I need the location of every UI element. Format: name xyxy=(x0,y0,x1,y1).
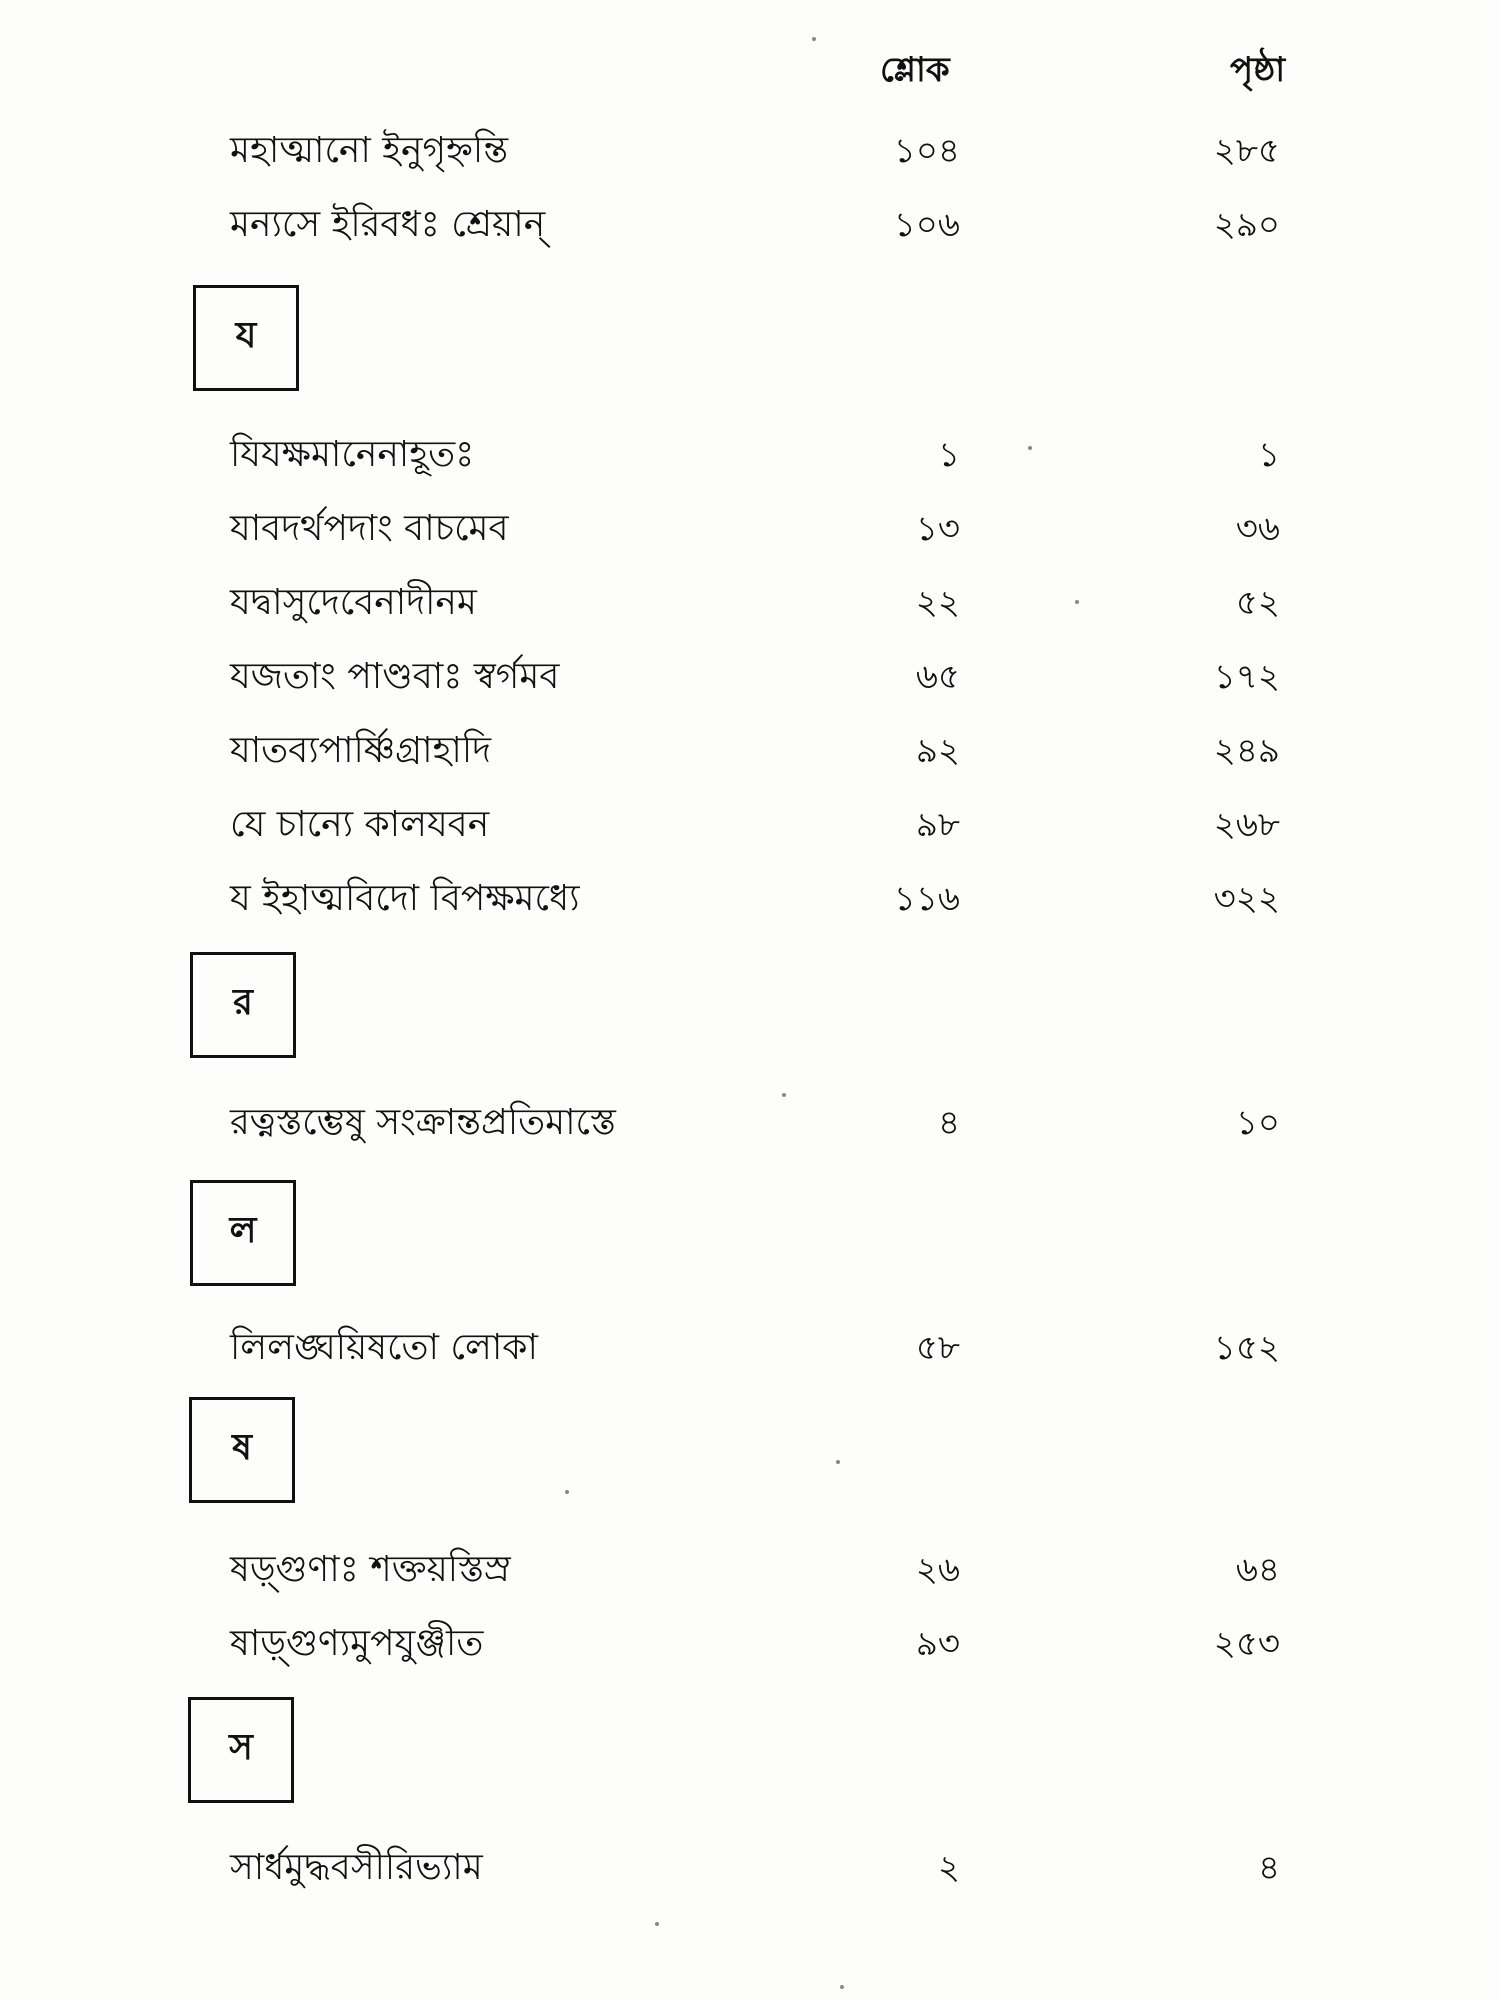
scan-speck xyxy=(565,1490,569,1494)
entry-page-number: ১৭২ xyxy=(1213,657,1280,697)
entry-text: যে চান্যে কালযবন xyxy=(230,804,490,845)
entry-page-number: ২৮৫ xyxy=(1213,131,1280,171)
sloka-column-header: শ্লোক xyxy=(880,50,950,90)
entry-page-number: ১৫২ xyxy=(1213,1328,1280,1368)
index-entry xyxy=(0,1840,1500,1896)
entry-text: ষাড়্গুণ্যমুপযুঞ্জীত xyxy=(230,1623,484,1664)
section-letter-box: ল xyxy=(190,1180,296,1286)
entry-page-number: ২৬৮ xyxy=(1213,805,1280,845)
index-entry xyxy=(0,871,1500,927)
section-letter-box: ষ xyxy=(189,1397,295,1503)
scan-speck xyxy=(1075,600,1079,604)
entry-sloka-number: ২২ xyxy=(915,583,960,623)
entry-sloka-number: ৯৮ xyxy=(915,805,960,845)
entry-page-number: ২৪৯ xyxy=(1213,731,1280,771)
entry-sloka-number: ১৩ xyxy=(915,509,960,549)
entry-page-number: ৫২ xyxy=(1235,583,1280,623)
entry-text: যজতাং পাণ্ডবাঃ স্বর্গমব xyxy=(230,656,560,697)
scan-speck xyxy=(840,1985,844,1989)
scan-speck xyxy=(782,1093,786,1097)
section-letter-box: স xyxy=(188,1697,294,1803)
entry-text: যদ্বাসুদেবেনাদীনম xyxy=(230,582,477,623)
index-entry xyxy=(0,501,1500,557)
scan-speck xyxy=(836,1460,840,1464)
entry-page-number: ১ xyxy=(1257,435,1280,475)
page-column-header: পৃষ্ঠা xyxy=(1230,50,1286,90)
entry-sloka-number: ৯২ xyxy=(915,731,960,771)
entry-sloka-number: ১০৪ xyxy=(893,131,960,171)
index-entry xyxy=(0,197,1500,253)
entry-text: রত্নস্তম্ভেষু সংক্রান্তপ্রতিমাস্তে xyxy=(230,1102,616,1143)
entry-text: যিযক্ষমানেনাহূতঃ xyxy=(230,434,475,475)
entry-text: যাবদর্থপদাং বাচমেব xyxy=(230,508,509,549)
entry-page-number: ৩৬ xyxy=(1235,509,1280,549)
entry-sloka-number: ৬৫ xyxy=(915,657,960,697)
entry-page-number: ১০ xyxy=(1235,1103,1280,1143)
scan-speck xyxy=(655,1922,659,1926)
entry-page-number: ৪ xyxy=(1257,1848,1280,1888)
entry-page-number: ৩২২ xyxy=(1213,879,1280,919)
entry-text: মন্যসে ইরিবধঃ শ্রেয়ান্ xyxy=(230,204,546,245)
entry-page-number: ৬৪ xyxy=(1235,1550,1280,1590)
entry-text: যাতব্যপার্ষ্ণিগ্রাহাদি xyxy=(230,730,492,771)
section-letter-box: য xyxy=(193,285,299,391)
entry-text: মহাত্মানো ইনুগৃহ্নন্তি xyxy=(230,130,509,171)
entry-page-number: ২৫৩ xyxy=(1213,1624,1280,1664)
entry-sloka-number: ৪ xyxy=(937,1103,960,1143)
index-entry xyxy=(0,723,1500,779)
entry-sloka-number: ১ xyxy=(937,435,960,475)
entry-sloka-number: ২ xyxy=(937,1848,960,1888)
index-entry xyxy=(0,123,1500,179)
entry-text: ষড়্গুণাঃ শক্তয়স্তিস্র xyxy=(230,1549,511,1590)
section-letter-box: র xyxy=(190,952,296,1058)
index-entry xyxy=(0,1095,1500,1151)
entry-sloka-number: ২৬ xyxy=(915,1550,960,1590)
entry-text: সার্ধমুদ্ধবসীরিভ্যাম xyxy=(230,1847,483,1888)
entry-sloka-number: ৫৮ xyxy=(915,1328,960,1368)
index-entry xyxy=(0,649,1500,705)
scan-speck xyxy=(1028,446,1032,450)
index-entry xyxy=(0,797,1500,853)
entry-sloka-number: ১০৬ xyxy=(893,205,960,245)
entry-text: য ইহাত্মবিদো বিপক্ষমধ্যে xyxy=(230,878,580,919)
scan-speck xyxy=(812,37,816,41)
entry-sloka-number: ৯৩ xyxy=(915,1624,960,1664)
index-entry xyxy=(0,427,1500,483)
index-entry xyxy=(0,575,1500,631)
entry-text: লিলঙ্ঘয়িষতো লোকা xyxy=(230,1327,538,1368)
index-entry xyxy=(0,1616,1500,1672)
index-entry xyxy=(0,1542,1500,1598)
index-entry xyxy=(0,1320,1500,1376)
entry-sloka-number: ১১৬ xyxy=(893,879,960,919)
entry-page-number: ২৯০ xyxy=(1213,205,1280,245)
